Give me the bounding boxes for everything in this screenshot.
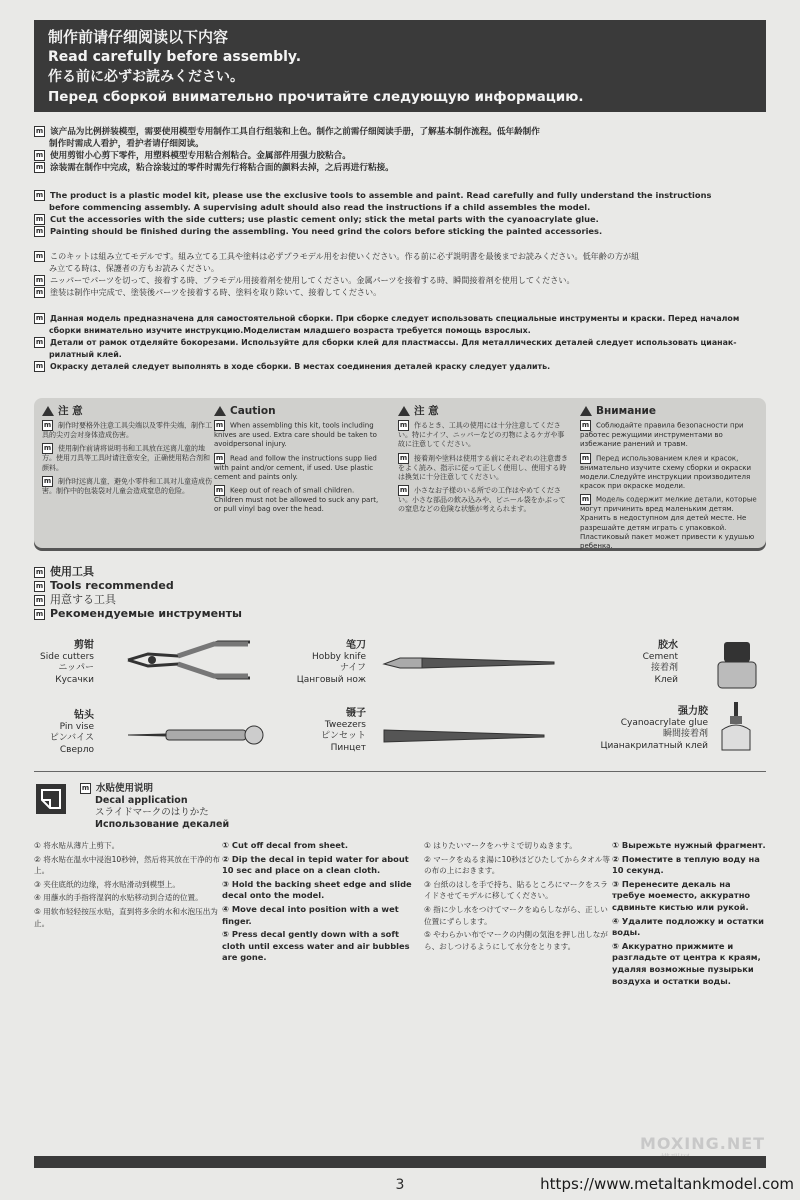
intro-zh-line: 涂装需在制作中完成，粘合涂装过的零件时需先行将粘合面的颜料去掉，之后再进行粘接。 bbox=[50, 163, 394, 173]
decal-step: ③ 夹住底纸的边缘，将水贴滑动到模型上。 bbox=[34, 879, 180, 889]
tool-ru: Цанговый нож bbox=[296, 674, 366, 685]
caution-zh-item: 制作时远离儿童，避免小零件和工具对儿童造成伤害。制作中的包装袋对儿童会造成窒息的危险。 bbox=[42, 477, 212, 495]
intro-ja-line: このキットは組み立てモデルです。組み立てる工具や塗料は必ずプラモデル用をお使いください。作る前に必ず説明書を最後までお読みください。低年齢の方が組 bbox=[50, 251, 640, 261]
section-divider bbox=[34, 771, 766, 772]
decal-step: ① Cut off decal from sheet. bbox=[222, 840, 349, 850]
caution-ja-title: 注 意 bbox=[414, 405, 439, 417]
tools-heading-en: Tools recommended bbox=[50, 579, 174, 592]
decal-step: ① はりたいマークをハサミで切りぬきます。 bbox=[424, 841, 577, 850]
tool-zh: 镊子 bbox=[346, 708, 366, 719]
cement-bottle-icon bbox=[714, 640, 760, 690]
tool-zh: 强力胶 bbox=[678, 706, 708, 717]
watermark-logo: MOXING.NET bbox=[640, 1134, 766, 1153]
decal-step: ⑤ やわらかい布でマークの内側の気泡を押し出しながら、おしつけるようにして水分をとります。 bbox=[424, 930, 608, 951]
marker-icon: m bbox=[581, 421, 590, 430]
intro-zh-line: 该产品为比例拼装模型，需要使用模型专用制作工具自行组装和上色。制作之前需仔细阅读手册，了解基本制作流程。低年龄制作 bbox=[50, 127, 540, 137]
marker-icon: m bbox=[43, 421, 52, 430]
decal-steps-ru bbox=[612, 840, 766, 989]
marker-icon: m bbox=[35, 609, 44, 618]
intro-ja-line: み立てる時は、保護者の方もお読みください。 bbox=[49, 263, 219, 273]
warning-icon bbox=[214, 406, 226, 416]
tools-heading bbox=[34, 565, 242, 621]
intro-ru-line: Детали от рамок отделяйте бокорезами. Используйте для сборки клей для пластмассы. Для металлических деталей следует использовать цианак- bbox=[50, 338, 737, 347]
decal-step: ② Dip the decal in tepid water for about 10 sec and place on a clean cloth. bbox=[222, 853, 409, 876]
header-ru: Перед сборкой внимательно прочитайте следующую информацию. bbox=[48, 89, 584, 105]
marker-icon: m bbox=[35, 151, 44, 159]
tool-tweezers-label bbox=[290, 708, 366, 754]
tool-hobby-knife-label bbox=[290, 640, 366, 686]
tool-en: Cyanoacrylate glue bbox=[620, 717, 708, 728]
intro-en-line: The product is a plastic model kit, please use the exclusive tools to assemble and paint. Read carefully and fully understand the instructions bbox=[50, 190, 712, 200]
caution-ja-item: 接着剤や塗料は使用する前にそれぞれの注意書きをよく読み、指示に従って正しく使用し、使用する時は換気に十分注意してください。 bbox=[398, 454, 568, 481]
tool-ru: Кусачки bbox=[55, 674, 94, 685]
marker-icon: m bbox=[81, 784, 90, 792]
decal-step: ④ Move decal into position with a wet finger. bbox=[222, 903, 399, 926]
marker-icon: m bbox=[35, 567, 44, 576]
header-banner bbox=[34, 20, 766, 112]
footer-bar bbox=[34, 1156, 766, 1168]
decal-step: ④ 用蘸水的手指将湿润的水贴移动到合适的位置。 bbox=[34, 893, 203, 903]
warning-icon bbox=[398, 406, 410, 416]
tool-ru: Пинцет bbox=[330, 742, 366, 753]
header-zh: 制作前请仔细阅读以下内容 bbox=[48, 28, 229, 46]
tool-ja: ピンバイス bbox=[49, 733, 94, 743]
page-number: 3 bbox=[395, 1177, 405, 1193]
decal-title bbox=[80, 783, 229, 831]
caution-zh-item: 制作时要格外注意工具尖端以及零件尖端，制作工具的尖刃会对身体造成伤害。 bbox=[42, 421, 212, 440]
tool-en: Pin vise bbox=[59, 721, 94, 732]
intro-en-line: Cut the accessories with the side cutters; use plastic cement only; stick the metal parts with the cyanoacrylate glue. bbox=[50, 214, 599, 224]
decal-title-zh: 水贴使用说明 bbox=[96, 783, 154, 794]
marker-icon: m bbox=[399, 486, 408, 495]
caution-ru-item: Перед использованием клея и красок, внимательно изучите схему сборки и окраски модели.Следуйте инструкции производителя красок при окраске модели. bbox=[580, 454, 752, 491]
caution-en-item: When assembling this kit, tools including knives are used. Extra care should be taken to avoidpersonal injury. bbox=[214, 421, 377, 449]
caution-ru-item: Соблюдайте правила безопасности при работес режущими инструментами во избежание ранений и травм. bbox=[580, 421, 744, 449]
caution-panel bbox=[34, 398, 766, 551]
tool-ja: ピンセット bbox=[320, 731, 366, 741]
pin-vise-icon bbox=[126, 722, 266, 748]
marker-icon: m bbox=[35, 163, 44, 171]
tool-ja: 接着剤 bbox=[650, 663, 678, 673]
marker-icon: m bbox=[35, 191, 44, 199]
tool-cement-label bbox=[600, 640, 678, 686]
marker-icon: m bbox=[35, 276, 44, 284]
intro-en bbox=[34, 189, 766, 237]
tool-pin-vise-label bbox=[34, 710, 94, 756]
marker-icon: m bbox=[35, 227, 44, 235]
decal-step: ① Вырежьте нужный фрагмент. bbox=[612, 840, 766, 850]
tool-zh: 笔刀 bbox=[346, 640, 366, 651]
intro-ja-line: 塗装は制作中完成で、塗装後パーツを接着する時、塗料を取り除いて、接着してください。 bbox=[50, 287, 382, 297]
caution-en-item: Keep out of reach of small children. Children must not be allowed to suck any part, or pull vinyl bag over the head. bbox=[214, 486, 379, 514]
warning-icon bbox=[42, 406, 54, 416]
side-cutters-icon bbox=[118, 634, 258, 686]
caution-ja-item: 小さなお子様のいる所での工作はやめてください。小さな部品の飲み込みや、ビニール袋をかぶっての窒息などの危険な状態が考えられます。 bbox=[398, 486, 566, 514]
tool-ru: Цианакрилатный клей bbox=[600, 740, 708, 751]
tools-heading-ja: 用意する工具 bbox=[50, 593, 116, 606]
decal-step: ⑤ Аккуратно прижмите и разгладьте от центра к краям, удаляя возможные пузырьки воздуха и остатки воды. bbox=[612, 940, 761, 986]
decal-step: ⑤ 用软布轻轻按压水贴，直到将多余的水和水泡压出为止。 bbox=[34, 906, 218, 928]
caution-en-item: Read and follow the instructions supp lied with paint and/or cement, if used. Use plastic cement and paints only. bbox=[214, 454, 377, 481]
tool-en: Cement bbox=[642, 651, 678, 662]
decal-step: ④ 指に少し水をつけてマークをぬらしながら、正しい位置にずらします。 bbox=[424, 904, 608, 926]
marker-icon: m bbox=[35, 581, 44, 590]
caution-en bbox=[214, 406, 384, 517]
decal-steps-zh bbox=[34, 840, 220, 931]
marker-icon: m bbox=[35, 127, 44, 135]
intro-ja-line: ニッパーでパーツを切って、接着する時、プラモデル用接着剤を使用してください。金属パーツを接着する時、瞬間接着剤を使用してください。 bbox=[50, 275, 575, 285]
marker-icon: m bbox=[399, 421, 408, 430]
tool-ru: Сверло bbox=[59, 744, 94, 755]
caution-en-title: Caution bbox=[230, 405, 276, 417]
intro-en-line: before commencing assembly. A supervising adult should also read the instructions if a child assembles the model. bbox=[49, 202, 591, 212]
marker-icon: m bbox=[35, 338, 44, 346]
caution-zh bbox=[42, 406, 212, 499]
tweezers-icon bbox=[382, 726, 548, 746]
tool-en: Tweezers bbox=[324, 719, 366, 730]
intro-zh-line: 制作时需成人看护，看护者请仔细阅读。 bbox=[49, 139, 204, 149]
intro-ru-line: Данная модель предназначена для самостоятельной сборки. При сборке следует использовать специальные инструменты и краски. Перед началом bbox=[50, 314, 740, 323]
marker-icon: m bbox=[581, 453, 590, 462]
decal-step: ② Поместите в теплую воду на 10 секунд. bbox=[612, 853, 760, 876]
decal-icon bbox=[36, 784, 66, 814]
caution-ru-title: Внимание bbox=[596, 405, 657, 417]
caution-ja-item: 作るとき、工具の使用には十分注意してください。特にナイフ、ニッパーなどの刃物によるケガや事故に注意してください。 bbox=[398, 421, 565, 449]
decal-step: ② マークをぬるま湯に10秒ほどひたしてからタオル等の布の上におきます。 bbox=[424, 854, 610, 876]
decal-step: ② 将水贴在温水中浸泡10秒钟，然后将其放在干净的布上。 bbox=[34, 854, 220, 876]
marker-icon: m bbox=[43, 444, 52, 453]
caution-ru-item: Модель содержит мелкие детали, которые могут причинить вред маленьким детям. Хранить в недоступном для детей месте. Не разрешайте детям играть с упаковкой. Пластиковый пакет может привести к удушью ребенка. bbox=[580, 495, 757, 551]
intro-ru-line: сборки внимательно изучите инструкцию.Моделистам младшего возраста требуется помощь взрослых. bbox=[49, 326, 531, 335]
marker-icon: m bbox=[215, 486, 224, 495]
tool-en: Hobby knife bbox=[311, 651, 366, 662]
marker-icon: m bbox=[215, 453, 224, 462]
decal-title-en: Decal application bbox=[95, 795, 188, 806]
intro-zh-line: 使用剪钳小心剪下零件，用塑料模型专用粘合剂粘合。金属部件用强力胶粘合。 bbox=[50, 151, 351, 161]
marker-icon: m bbox=[215, 421, 224, 430]
intro-ja bbox=[34, 250, 766, 298]
intro-ru-line: Окраску деталей следует выполнять в ходе сборки. В местах соединения деталей краску следует удалить. bbox=[50, 362, 551, 371]
watermark-url: https://www.metaltankmodel.com bbox=[540, 1175, 794, 1193]
caution-ru bbox=[580, 406, 758, 554]
hobby-knife-icon bbox=[382, 652, 558, 674]
tool-ja: 瞬間接着剤 bbox=[662, 729, 708, 739]
decal-title-ru: Использование декалей bbox=[95, 819, 230, 830]
marker-icon: m bbox=[35, 252, 44, 260]
marker-icon: m bbox=[35, 288, 44, 296]
header-ja: 作る前に必ずお読みください。 bbox=[48, 69, 244, 85]
warning-icon bbox=[580, 406, 592, 416]
decal-step: ③ Перенесите декаль на требуе моеместо, аккуратно сдвиньте кистью или рукой. bbox=[612, 878, 751, 912]
decal-step: ④ Удалите подложку и остатки воды. bbox=[612, 915, 764, 938]
tool-ru: Клей bbox=[654, 674, 678, 685]
marker-icon: m bbox=[35, 314, 44, 322]
tools-heading-zh: 使用工具 bbox=[50, 565, 94, 578]
intro-zh bbox=[34, 126, 766, 174]
decal-title-ja: スライドマークのはりかた bbox=[95, 807, 209, 818]
tool-zh: 胶水 bbox=[658, 640, 678, 651]
tool-zh: 钻头 bbox=[74, 710, 94, 721]
glue-bottle-icon bbox=[716, 700, 756, 752]
caution-zh-title: 注 意 bbox=[58, 405, 83, 417]
intro-en-line: Painting should be finished during the assembling. You need grind the colors before sticking the painted accessories. bbox=[50, 226, 603, 236]
marker-icon: m bbox=[35, 215, 44, 223]
decal-steps-en bbox=[222, 840, 422, 966]
tool-side-cutters-label bbox=[34, 640, 94, 686]
decal-step: ③ Hold the backing sheet edge and slide decal onto the model. bbox=[222, 878, 412, 901]
caution-ja bbox=[398, 406, 568, 517]
marker-icon: m bbox=[35, 595, 44, 604]
decal-step: ③ 台紙のはしを手で持ち、貼るところにマークをスライドさせてモデルに移してください。 bbox=[424, 879, 608, 901]
marker-icon: m bbox=[581, 495, 590, 504]
decal-steps-ja bbox=[424, 840, 610, 954]
marker-icon: m bbox=[399, 453, 408, 462]
header-en: Read carefully before assembly. bbox=[48, 49, 302, 65]
decal-step: ① 将水贴从薄片上剪下。 bbox=[34, 841, 120, 850]
decal-step: ⑤ Press decal gently down with a soft cloth until excess water and air bubbles are gone. bbox=[222, 929, 410, 963]
tool-en: Side cutters bbox=[40, 651, 94, 662]
tools-heading-ru: Рекомендуемые инструменты bbox=[50, 607, 242, 620]
intro-ru bbox=[34, 313, 766, 373]
tool-zh: 剪钳 bbox=[74, 640, 94, 651]
tool-cyano-label bbox=[560, 706, 708, 752]
intro-ru-line: рилатный клей. bbox=[49, 350, 122, 359]
caution-zh-item: 使用制作前请将说明书和工具放在远离儿童的地方。使用刀具等工具时请注意安全，正确使用粘合剂和颜料。 bbox=[42, 444, 210, 472]
marker-icon: m bbox=[35, 362, 44, 370]
tool-ja: ナイフ bbox=[339, 663, 366, 673]
marker-icon: m bbox=[43, 476, 52, 485]
tool-ja: ニッパー bbox=[58, 663, 94, 673]
